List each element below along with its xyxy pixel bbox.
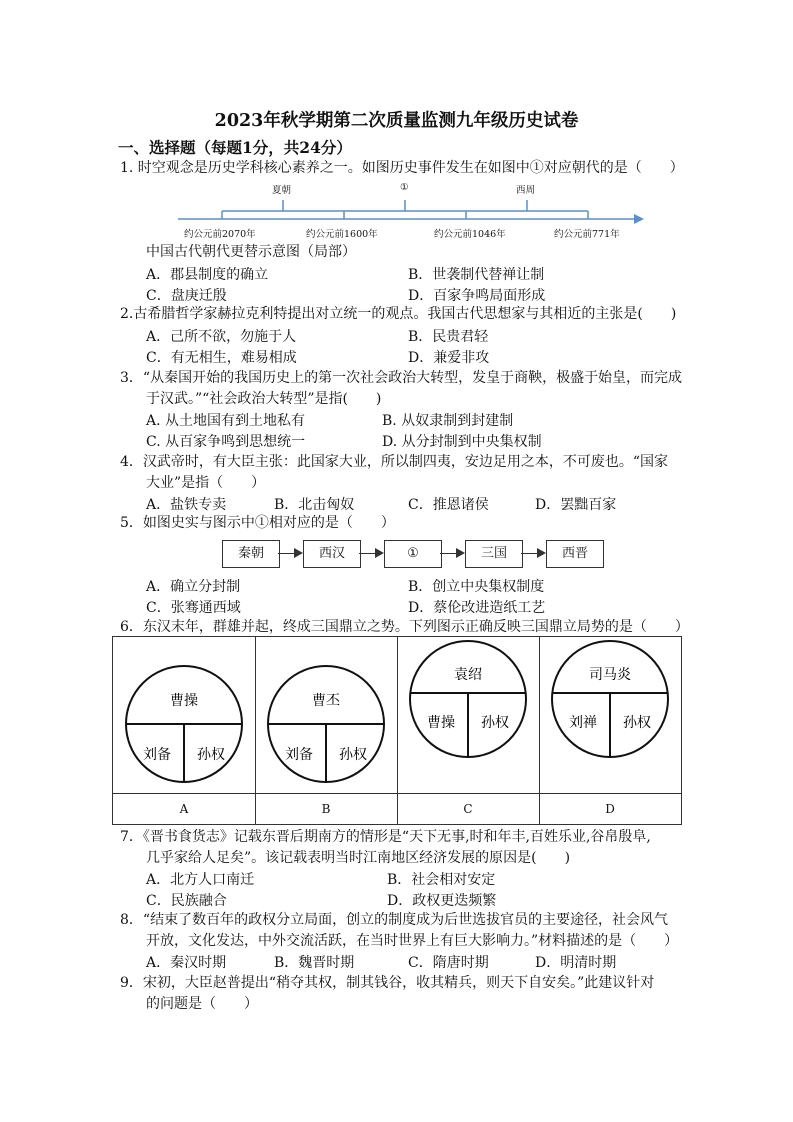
q3-option-d[interactable]: D. 从分封制到中央集权制: [382, 434, 542, 450]
question-4-stem-line1: 4．汉武帝时，有大臣主张：此国家大业，所以制四夷，安边足用之本，不可废也。“国家: [120, 454, 669, 470]
pie-d-left: 刘禅: [569, 715, 597, 731]
q6-cell-c: [397, 637, 540, 793]
q6-label-b[interactable]: B: [255, 794, 398, 824]
timeline-date-4: 约公元前771年: [554, 229, 620, 240]
q3-option-a[interactable]: A. 从土地国有到土地私有: [146, 413, 306, 429]
pie-b-right: 孙权: [339, 747, 367, 763]
q2-option-c[interactable]: C．有无相生，难易相成: [146, 350, 297, 366]
q1-option-d[interactable]: D．百家争鸣局面形成: [408, 288, 546, 304]
q5-option-c[interactable]: C．张骞通西域: [146, 600, 241, 616]
q5-option-d[interactable]: D．蔡伦改进造纸工艺: [408, 600, 546, 616]
flow-arrowhead: [294, 548, 303, 558]
timeline-date-1: 约公元前2070年: [184, 229, 256, 240]
timeline-label-xizhou: 西周: [516, 185, 536, 196]
q3-option-b[interactable]: B. 从奴隶制到封建制: [382, 413, 514, 429]
pie-b-top: 曹丕: [312, 693, 340, 709]
pie-diagram-c: [397, 637, 539, 793]
q5-option-b[interactable]: B．创立中央集权制度: [408, 579, 545, 595]
q4-option-c[interactable]: C．推恩诸侯: [408, 497, 489, 513]
flow-arrowhead: [537, 548, 546, 558]
flow-box-xijin: 西晋: [546, 540, 604, 568]
q2-option-b[interactable]: B．民贵君轻: [408, 329, 489, 345]
q1-option-b[interactable]: B．世袭制代替禅让制: [408, 267, 545, 283]
pie-diagram-d: [539, 637, 681, 793]
q8-option-b[interactable]: B．魏晋时期: [274, 955, 355, 971]
q4-option-a[interactable]: A．盐铁专卖: [146, 497, 227, 513]
question-6-stem: 6．东汉末年，群雄并起，终成三国鼎立之势。下列图示正确反映三国鼎立局势的是（ ）: [120, 619, 689, 635]
question-7-stem-line1: 7．《晋书食货志》记载东晋后期南方的情形是“天下无事,时和年丰,百姓乐业,谷帛殷阜,: [120, 829, 651, 845]
pie-a-right: 孙权: [197, 747, 225, 763]
q8-option-d[interactable]: D．明清时期: [535, 955, 617, 971]
q5-option-a[interactable]: A．确立分封制: [146, 579, 241, 595]
flow-arrowhead: [456, 548, 465, 558]
question-2-stem: 2.古希腊哲学家赫拉克利特提出对立统一的观点。我国古代思想家与其相近的主张是( ): [120, 306, 677, 322]
pie-c-left: 曹操: [427, 715, 455, 731]
question-4-stem-line2: 大业”是指（ ）: [146, 475, 266, 491]
timeline-caption: 中国古代朝代更替示意图（局部）: [146, 244, 356, 260]
q6-label-c[interactable]: C: [397, 794, 540, 824]
flow-box-qin: 秦朝: [222, 540, 280, 568]
q6-label-a[interactable]: A: [113, 794, 256, 824]
section-heading: 一、选择题（每题1分，共24分）: [118, 138, 352, 157]
question-1-stem: 1. 时空观念是历史学科核心素养之一。如图历史事件发生在如图中①对应朝代的是（ ）: [120, 160, 684, 176]
flow-box-xihan: 西汉: [303, 540, 361, 568]
timeline-label-xia: 夏朝: [272, 185, 292, 196]
pie-c-right: 孙权: [481, 715, 509, 731]
pie-diagram-a: [113, 637, 255, 793]
question-7-stem-line2: 几乎家给人足矣”。该记载表明当时江南地区经济发展的原因是( ): [146, 850, 571, 866]
q8-option-a[interactable]: A．秦汉时期: [146, 955, 227, 971]
q6-cell-a: [113, 637, 256, 793]
pie-d-right: 孙权: [623, 715, 651, 731]
pie-a-left: 刘备: [143, 747, 171, 763]
timeline-label-1: ①: [400, 182, 409, 193]
page-title: 2023年秋学期第二次质量监测九年级历史试卷: [214, 111, 579, 131]
q7-option-c[interactable]: C．民族融合: [146, 893, 227, 909]
pie-diagram-b: [255, 637, 397, 793]
q4-option-d[interactable]: D．罢黜百家: [535, 497, 617, 513]
question-3-stem-line1: 3．“从秦国开始的我国历史上的第一次社会政治大转型，发皇于商鞅，极盛于始皇，而完成: [120, 370, 683, 386]
timeline-date-2: 约公元前1600年: [306, 229, 378, 240]
flow-box-sanguo: 三国: [465, 540, 523, 568]
q7-option-d[interactable]: D．政权更迭频繁: [387, 893, 497, 909]
q1-option-c[interactable]: C．盘庚迁殷: [146, 288, 227, 304]
q6-cell-d: [539, 637, 681, 793]
pie-a-top: 曹操: [170, 693, 198, 709]
question-9-stem-line2: 的问题是（ ）: [146, 996, 258, 1012]
q2-option-d[interactable]: D．兼爱非攻: [408, 350, 490, 366]
q6-label-d[interactable]: D: [605, 802, 615, 816]
pie-d-top: 司马炎: [589, 667, 631, 683]
q6-cell-b: [255, 637, 398, 793]
question-8-stem-line1: 8．“结束了数百年的政权分立局面，创立的制度成为后世选拔官员的主要途径，社会风气: [120, 912, 669, 928]
question-3-stem-line2: 于汉武。”“社会政治大转型”是指( ): [146, 391, 382, 407]
flow-arrowhead: [375, 548, 384, 558]
question-5-stem: 5．如图史实与图示中①相对应的是（ ）: [120, 515, 395, 531]
q7-option-a[interactable]: A．北方人口南迁: [146, 872, 255, 888]
pie-c-top: 袁绍: [454, 667, 482, 683]
q2-option-a[interactable]: A．己所不欲，勿施于人: [146, 329, 297, 345]
pie-b-left: 刘备: [285, 747, 313, 763]
q8-option-c[interactable]: C．隋唐时期: [408, 955, 489, 971]
q4-option-b[interactable]: B．北击匈奴: [274, 497, 355, 513]
q1-option-a[interactable]: A．郡县制度的确立: [146, 267, 269, 283]
flow-box-1: ①: [384, 540, 442, 568]
timeline-date-3: 约公元前1046年: [434, 229, 506, 240]
q7-option-b[interactable]: B．社会相对安定: [387, 872, 496, 888]
question-8-stem-line2: 开放，文化发达，中外交流活跃，在当时世界上有巨大影响力。”材料描述的是（ ）: [146, 933, 679, 949]
question-9-stem-line1: 9．宋初，大臣赵普提出“稍夺其权，制其钱谷，收其精兵，则天下自安矣。”此建议针对: [120, 975, 655, 991]
q6-diagram-table: [112, 636, 682, 825]
q3-option-c[interactable]: C. 从百家争鸣到思想统一: [146, 434, 306, 450]
